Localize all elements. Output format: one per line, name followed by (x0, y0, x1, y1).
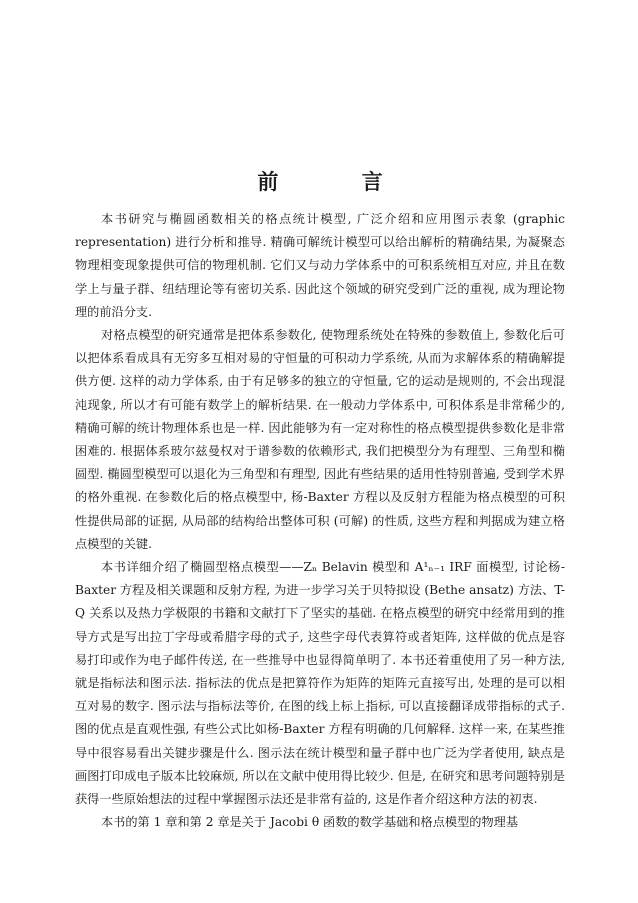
body-text (75, 208, 565, 834)
document-page (75, 0, 565, 903)
paragraph: 本书研究与椭圆函数相关的格点统计模型, 广泛介绍和应用图示表象 (graphic representation) 进行分析和推导. 精确可解统计模型可以给出解析的精确结果, 为凝聚态物理相变现象提供可信的物理机制. 它们又与动力学体系中的可积系统相互对应, 并且在数学上与量子群、纽结理论等有密切关系. 因此这个领域的研究受到广泛的重视, 成为理论物理的前沿分支. (75, 212, 565, 319)
paragraph: 本书的第 1 章和第 2 章是关于 Jacobi θ 函数的数学基础和格点模型的物理基 (101, 815, 519, 830)
page-title: 前 言 (257, 170, 421, 194)
paragraph: 对格点模型的研究通常是把体系参数化, 使物理系统处在特殊的参数值上, 参数化后可以把体系看成具有无穷多互相对易的守恒量的可积动力学系统, 从而为求解体系的精确解提供方便. 这样的动力学体系, 由于有足够多的独立的守恒量, 它的运动是规则的, 不会出现混沌现象, 所以才有可能有数学上的解析结果. 在一般动力学体系中, 可积体系是非常稀少的, 精确可解的统计物理体系也是一样. 因此能够为有一定对称性的格点模型提供参数化是非常困难的. 根据体系玻尔兹曼权对于谱参数的依赖形式, 我们把模型分为有理型、三角型和椭圆型. 椭圆型模型可以退化为三角型和有理型, 因此有些结果的适用性特别普遍, 受到学术界的格外重视. 在参数化后的格点模型中, 杨-Baxter 方程以及反射方程能为格点模型的可积性提供局部的证据, 从局部的结构给出整体可积 (可解) 的性质, 这些方程和判据成为建立格点模型的关键. (75, 328, 565, 551)
paragraph: 本书详细介绍了椭圆型格点模型——Zₙ Belavin 模型和 A¹ₙ₋₁ IRF 面模型, 讨论杨-Baxter 方程及相关课题和反射方程, 为进一步学习关于贝特拟设 (Bethe ansatz) 方法、T-Q 关系以及热力学极限的书籍和文献打下了坚实的基础. 在格点模型的研究中经常用到的推导方式是写出拉丁字母或希腊字母的式子, 这些字母代表算符或者矩阵, 这样做的优点是容易打印或作为电子邮件传送, 在一些推导中也显得简单明了. 本书还着重使用了另一种方法, 就是指标法和图示法. 指标法的优点是把算符作为矩阵的矩阵元直接写出, 处理的是可以相互对易的数字. 图示法与指标法等价, 在图的线上标上指标, 可以直接翻译成带指标的式子. 图的优点是直观性强, 有些公式比如杨-Baxter 方程有明确的几何解释. 这样一来, 在某些推导中很容易看出关键步骤是什么. 图示法在统计模型和量子群中也广泛为学者使用, 缺点是画图打印成电子版本比较麻烦, 所以在文献中使用得比较少. 但是, 在研究和思考问题特别是获得一些原始想法的过程中掌握图示法还是非常有益的, 这是作者介绍这种方法的初衷. (75, 560, 565, 807)
